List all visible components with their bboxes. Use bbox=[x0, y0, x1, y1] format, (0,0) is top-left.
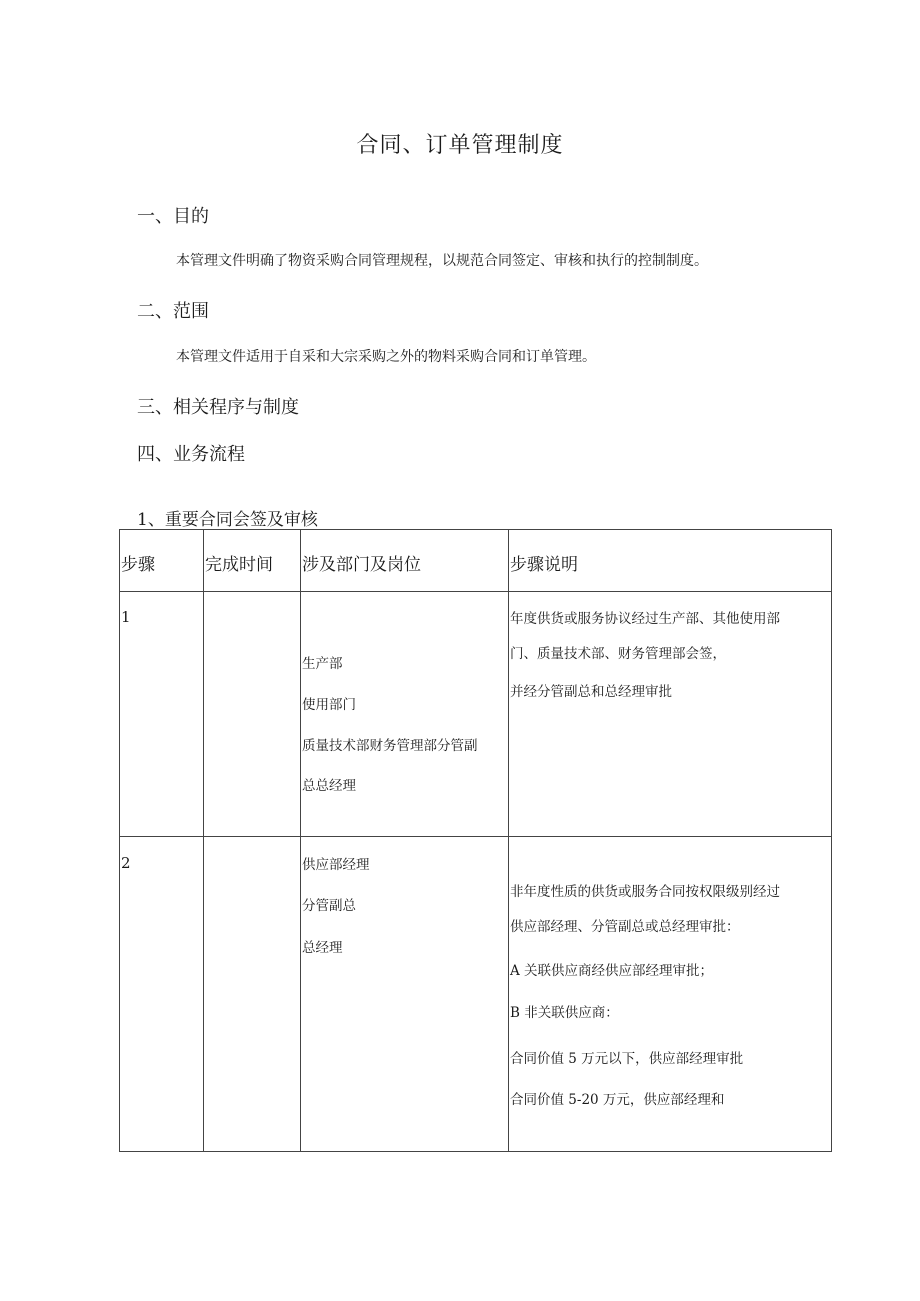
description-line: 供应部经理、分管副总或总经理审批： bbox=[510, 919, 740, 935]
step-cell bbox=[120, 592, 204, 837]
department-line: 生产部 bbox=[302, 656, 343, 672]
section-heading-purpose: 一、目的 bbox=[137, 206, 209, 227]
table-row bbox=[120, 592, 832, 837]
header-cell-step: 步骤 bbox=[120, 530, 204, 592]
step-number: 1 bbox=[121, 608, 131, 626]
description-line: 非年度性质的供货或服务合同按权限级别经过 bbox=[510, 884, 780, 900]
section-heading-procedures: 三、相关程序与制度 bbox=[137, 397, 299, 418]
description-cell bbox=[509, 837, 832, 1152]
time-cell bbox=[204, 837, 301, 1152]
section-heading-scope: 二、范围 bbox=[137, 301, 209, 322]
description-line: 合同价值 5 万元以下，供应部经理审批 bbox=[510, 1051, 744, 1067]
table-header-row bbox=[120, 530, 832, 592]
step-cell bbox=[120, 837, 204, 1152]
header-cell-departments: 涉及部门及岗位 bbox=[301, 530, 509, 592]
department-line: 总总经理 bbox=[302, 778, 356, 794]
step-number: 2 bbox=[121, 854, 131, 872]
page-title: 合同、订单管理制度 bbox=[356, 133, 564, 158]
description-line: A 关联供应商经供应部经理审批； bbox=[510, 963, 714, 979]
process-table bbox=[119, 529, 832, 1152]
description-line: 门、质量技术部、财务管理部会签， bbox=[510, 646, 726, 662]
department-line: 总经理 bbox=[302, 940, 343, 956]
description-line: 合同价值 5-20 万元，供应部经理和 bbox=[510, 1092, 725, 1108]
departments-cell bbox=[301, 592, 509, 837]
departments-cell bbox=[301, 837, 509, 1152]
time-cell bbox=[204, 592, 301, 837]
department-line: 分管副总 bbox=[302, 898, 356, 914]
section-heading-process: 四、业务流程 bbox=[137, 444, 245, 465]
description-line: 年度供货或服务协议经过生产部、其他使用部 bbox=[510, 611, 780, 627]
subsection-heading: 1、重要合同会签及审核 bbox=[137, 510, 318, 530]
header-cell-description: 步骤说明 bbox=[509, 530, 832, 592]
section-body-scope: 本管理文件适用于自采和大宗采购之外的物料采购合同和订单管理。 bbox=[176, 349, 596, 365]
description-line: 并经分管副总和总经理审批 bbox=[510, 684, 672, 700]
section-body-purpose: 本管理文件明确了物资采购合同管理规程，以规范合同签定、审核和执行的控制制度。 bbox=[176, 253, 708, 269]
description-line: B 非关联供应商： bbox=[510, 1005, 619, 1021]
description-cell bbox=[509, 592, 832, 837]
department-line: 使用部门 bbox=[302, 697, 356, 713]
table-row bbox=[120, 837, 832, 1152]
header-cell-time: 完成时间 bbox=[204, 530, 301, 592]
department-line: 质量技术部财务管理部分管副 bbox=[302, 738, 478, 754]
department-line: 供应部经理 bbox=[302, 857, 370, 873]
